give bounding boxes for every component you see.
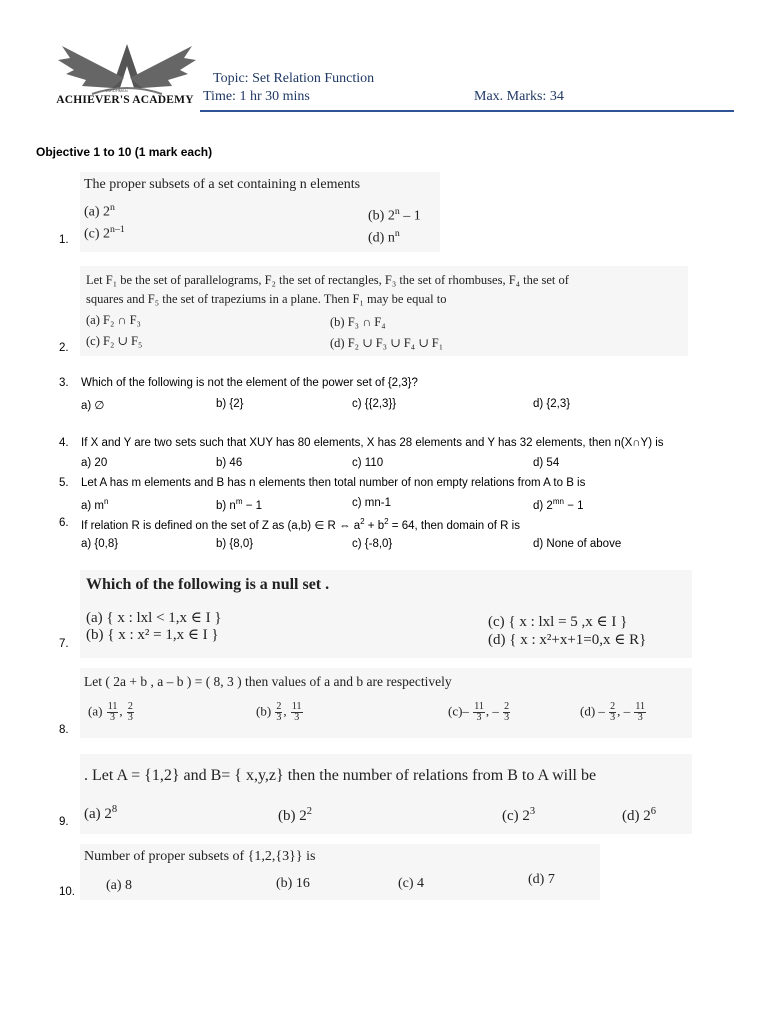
question-5-option-b: b) $n^m - 1$: [216, 497, 263, 512]
question-10-stem: Number of proper subsets of {1,2,{3}} is: [84, 849, 316, 864]
question-4-option-b: b) 46: [216, 457, 243, 469]
question-6-option-c: c) {-8,0}: [352, 538, 393, 550]
question-4-option-a: a) 20: [81, 457, 108, 469]
question-5-number: 5.: [59, 477, 69, 489]
header-divider: [200, 110, 734, 112]
question-7-image: [80, 570, 692, 658]
question-4-option-c: c) 110: [352, 457, 384, 469]
question-2-option-c: (c) F₂ ∪ F₅: [86, 334, 143, 348]
question-1-image: [80, 172, 440, 252]
question-3-number: 3.: [59, 377, 69, 389]
question-7-option-d: (d) { x : x²+x+1=0,x ∈ R}: [488, 632, 647, 648]
question-5-option-d: d) $2^{mn} - 1$: [533, 497, 584, 512]
question-9-image: [80, 754, 692, 834]
question-8-option-c: (c)– $\frac{11}{3}$ , – $\frac{2}{3}$: [448, 701, 510, 723]
question-6-number: 6.: [59, 517, 69, 529]
question-9-option-c: (c) $2^3$: [502, 806, 536, 824]
logo-small-text: VARDHMAN: [105, 88, 128, 93]
question-9-option-b: (b) $2^2$: [278, 806, 312, 824]
question-6-stem: If relation R is defined on the set of Z as (a,b) ∈ R ⇔ $a^2 + b^2 = 64$, then domain of R is: [81, 517, 520, 532]
question-10-option-c: (c) 4: [398, 876, 425, 891]
question-10-number: 10.: [59, 886, 75, 898]
question-7-option-a: (a) { x : lxl < 1,x ∈ I }: [86, 610, 222, 626]
question-8-stem: Let ( 2a + b , a – b ) = ( 8, 3 ) then values of a and b are respectively: [84, 674, 452, 689]
question-2-stem-line-2: squares and F₅ the set of trapeziums in a plane. Then F₁ may be equal to: [86, 292, 447, 306]
topic-label: Topic: Set Relation Function: [213, 71, 375, 86]
question-2-option-a: (a) F₂ ∩ F₃: [86, 313, 141, 327]
question-2-option-d: (d) F₂ ∪ F₃ ∪ F₄ ∪ F₁: [330, 336, 444, 350]
question-7-number: 7.: [59, 638, 69, 650]
question-4-option-d: d) 54: [533, 457, 560, 469]
question-9-option-a: (a) $2^8$: [84, 804, 118, 822]
question-4-number: 4.: [59, 437, 69, 449]
question-2-number: 2.: [59, 342, 69, 354]
question-1-stem: The proper subsets of a set containing n elements: [84, 177, 361, 192]
question-7-stem: Which of the following is a null set .: [86, 576, 330, 593]
question-7-option-b: (b) { x : x² = 1,x ∈ I }: [86, 627, 219, 643]
question-6-option-b: b) {8,0}: [216, 538, 254, 550]
question-10-option-a: (a) 8: [106, 878, 133, 893]
question-3-option-c: c) {{2,3}}: [352, 398, 397, 410]
max-marks-label: Max. Marks: 34: [474, 89, 564, 104]
question-3-option-a: a) ∅: [81, 400, 105, 412]
question-6-option-a: a) {0,8}: [81, 538, 119, 550]
question-3-option-b: b) {2}: [216, 398, 244, 410]
academy-name: ACHIEVER'S ACADEMY: [56, 94, 194, 106]
question-5-option-c: c) mn-1: [352, 497, 391, 509]
section-title: Objective 1 to 10 (1 mark each): [36, 145, 213, 159]
question-10-option-b: (b) 16: [276, 876, 310, 891]
question-1-option-c: (c) 2$^{n-1}$: [84, 224, 125, 242]
question-9-stem: . Let A = {1,2} and B= { x,y,z} then the number of relations from B to A will be: [84, 767, 597, 784]
question-2-image: [80, 266, 688, 356]
question-5-stem: Let A has m elements and B has n elements then total number of non empty relations from A to B is: [81, 477, 586, 489]
question-3-option-d: d) {2,3}: [533, 398, 571, 410]
question-1-option-b: (b) 2$^n$ – 1: [368, 206, 421, 224]
question-2-option-b: (b) F₃ ∩ F₄: [330, 315, 386, 329]
question-8-image: [80, 668, 692, 738]
question-9-number: 9.: [59, 816, 69, 828]
question-5-option-a: a) $m^n$: [81, 497, 109, 512]
question-10-option-d: (d) 7: [528, 872, 555, 887]
question-8-number: 8.: [59, 724, 69, 736]
question-8-option-d: (d) – $\frac{2}{3}$ , – $\frac{11}{3}$: [580, 701, 646, 723]
question-1-option-a: (a) 2$^n$: [84, 202, 115, 220]
question-4-stem: If X and Y are two sets such that XUY has 80 elements, X has 28 elements and Y has 32 elements, then n(X∩Y) is: [81, 437, 664, 449]
question-3-stem: Which of the following is not the element of the power set of {2,3}?: [81, 377, 418, 389]
question-2-stem-line-1: Let F₁ be the set of parallelograms, F₂ the set of rectangles, F₃ the set of rhombuses, F₄ the set of: [86, 273, 569, 287]
question-8-option-a: (a) $\frac{11}{3}$ , $\frac{2}{3}$: [88, 701, 133, 723]
question-7-option-c: (c) { x : lxl = 5 ,x ∈ I }: [488, 614, 628, 630]
time-label: Time: 1 hr 30 mins: [203, 89, 310, 104]
question-9-option-d: (d) $2^6$: [622, 806, 656, 824]
question-1-option-d: (d) $n^n$: [368, 228, 400, 246]
question-6-option-d: d) None of above: [533, 538, 622, 550]
question-10-image: [80, 844, 600, 900]
question-8-option-b: (b) $\frac{2}{3}$ , $\frac{11}{3}$: [256, 701, 302, 723]
question-1-number: 1.: [59, 234, 69, 246]
